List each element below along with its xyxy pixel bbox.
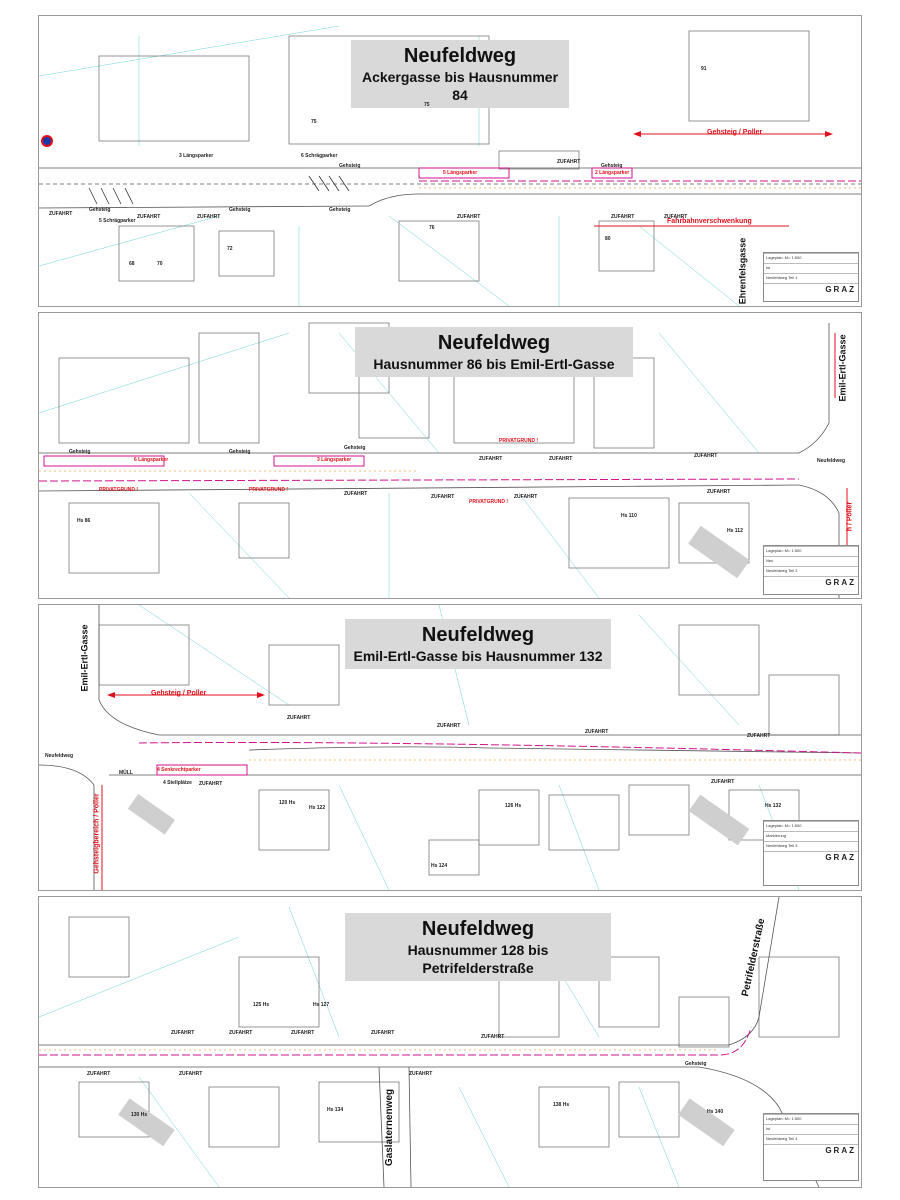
zufahrt-label: ZUFAHRT (431, 494, 455, 500)
legend-title: Neufeldweg Teil 1 (764, 273, 858, 283)
house-number-124: Hs 124 (431, 863, 448, 869)
legend-box-3 (763, 820, 859, 886)
house-number-75: 75 (311, 119, 317, 125)
legend-box-2 (763, 545, 859, 595)
neufeldweg-label: Neufeldweg (45, 753, 74, 759)
zufahrt-label: ZUFAHRT (49, 211, 73, 217)
laengsparker-2-label: 2 Längsparker (595, 170, 630, 176)
plan-sheet-4 (38, 896, 862, 1188)
legend-row-ist: Ist (764, 263, 858, 273)
zufahrt-label: ZUFAHRT (585, 729, 609, 735)
house-number-120: 120 Hs (279, 800, 296, 806)
neufeldweg-label: Neufeldweg (817, 458, 846, 464)
gehsteigbereich-poller-label: Gehsteigbereich / Poller (93, 793, 101, 874)
graz-logo: GRAZ (764, 1144, 858, 1159)
legend-row-markierung: Markierung (764, 831, 858, 841)
zufahrt-label: ZUFAHRT (557, 159, 581, 165)
stellplaetze-4-label: 4 Stellplätze (163, 780, 192, 786)
zufahrt-label: ZUFAHRT (371, 1030, 395, 1036)
emil-ertl-gasse-label: Emil-Ertl-Gasse (79, 624, 90, 692)
laengsparker-3-label: 3 Längsparker (317, 457, 352, 463)
legend-box-1 (763, 252, 859, 302)
privatgrund-label: PRIVATGRUND ! (499, 438, 538, 444)
gehsteig-label: Gehsteig (344, 445, 366, 451)
laengsparker-5-label: 5 Längsparker (443, 170, 478, 176)
house-number-72: 72 (227, 246, 233, 252)
gehsteig-label: Gehsteig (339, 163, 361, 169)
plan-sheet-3 (38, 604, 862, 891)
gehsteig-poller-label: Gehsteig / Poller (707, 129, 763, 136)
plan-sheet-2 (38, 312, 862, 599)
ehrenfelsgasse-label: Ehrenfelsgasse (737, 237, 748, 305)
senkrechtparker-4-label: 4 Senkrechtparker (157, 767, 201, 773)
schraegparker-5-label: 5 Schrägparker (99, 218, 136, 224)
zufahrt-label: ZUFAHRT (87, 1071, 111, 1077)
legend-scale: Lageplan: M= 1:500 (764, 821, 858, 831)
graz-logo: GRAZ (764, 576, 858, 591)
legend-scale: Lageplan: M= 1:500 (764, 253, 858, 263)
zufahrt-label: ZUFAHRT (179, 1071, 203, 1077)
legend-title: Neufeldweg Teil 3 (764, 841, 858, 851)
sheet-2-title-box (355, 327, 633, 377)
house-number-80: 80 (605, 236, 611, 242)
zufahrt-label: ZUFAHRT (197, 214, 221, 220)
zufahrt-label: ZUFAHRT (707, 489, 731, 495)
sheet-4-title-box (345, 913, 611, 981)
zufahrt-label: ZUFAHRT (137, 214, 161, 220)
privatgrund-label: PRIVATGRUND ! (99, 487, 138, 493)
sheet-3-subtitle: Emil-Ertl-Gasse bis Hausnummer 132 (353, 648, 603, 664)
zufahrt-label: ZUFAHRT (199, 781, 223, 787)
house-number-91: 91 (701, 66, 707, 72)
petrifelderstrasse-label: Petrifelderstraße (740, 917, 768, 998)
gehsteig-label: Gehsteig (89, 207, 111, 213)
sheet-3-title-box (345, 619, 611, 669)
gehsteig-label: Gehsteig (685, 1061, 707, 1067)
legend-scale: Lageplan: M= 1:500 (764, 546, 858, 556)
gaslaternenweg-label: Gaslaternenweg (384, 1088, 396, 1167)
gehsteig-poller-label: Gehsteig / Poller (151, 690, 207, 697)
legend-row-neu: Neu (764, 556, 858, 566)
sheet-4-subtitle: Hausnummer 128 bis Petrifelderstraße (407, 942, 549, 976)
house-number-132: Hs 132 (765, 803, 782, 809)
house-number-86: Hs 86 (77, 518, 91, 524)
sheet-1-title: Neufeldweg (403, 45, 517, 67)
house-number-130: 130 Hs (131, 1112, 148, 1118)
sheet-1-subtitle: Ackergasse bis Hausnummer 84 (361, 69, 559, 103)
legend-title: Neufeldweg Teil 2 (764, 566, 858, 576)
legend-row-ist: Ist (764, 1124, 858, 1134)
zufahrt-label: ZUFAHRT (694, 453, 718, 459)
house-number-125: 125 Hs (253, 1002, 270, 1008)
fahrbahnverschwenkung-label: Fahrbahnverschwenkung (667, 218, 752, 225)
graz-logo: GRAZ (764, 851, 858, 866)
sheet-1-title-box (351, 40, 569, 108)
privatgrund-label: PRIVATGRUND ! (469, 499, 508, 505)
gehsteig-label: Gehsteig (229, 207, 251, 213)
privatgrund-label: PRIVATGRUND ! (249, 487, 288, 493)
house-number-75: 75 (424, 102, 430, 108)
sheet-2-title: Neufeldweg (437, 332, 551, 354)
sheet-4-title: Neufeldweg (421, 918, 535, 940)
muell-label: MÜLL (119, 770, 133, 776)
zufahrt-label: ZUFAHRT (514, 494, 538, 500)
house-number-76: 76 (429, 225, 435, 231)
zufahrt-label: ZUFAHRT (287, 715, 311, 721)
house-number-122: Hs 122 (309, 805, 326, 811)
house-number-112: Hs 112 (727, 528, 743, 534)
gehsteig-label: Gehsteig (69, 449, 91, 455)
house-number-140: Hs 140 (707, 1109, 724, 1115)
house-number-134: Hs 134 (327, 1107, 344, 1113)
gehsteig-label: Gehsteig (329, 207, 351, 213)
zufahrt-label: ZUFAHRT (549, 456, 573, 462)
zufahrt-label: ZUFAHRT (229, 1030, 253, 1036)
emil-ertl-gasse-label: Emil-Ertl-Gasse (837, 334, 848, 402)
laengsparker-6-label: 6 Längsparker (134, 457, 169, 463)
house-number-68: 68 (129, 261, 135, 267)
zufahrt-label: ZUFAHRT (481, 1034, 505, 1040)
legend-box-4 (763, 1113, 859, 1181)
zufahrt-label: ZUFAHRT (664, 214, 688, 220)
house-number-138: 138 Hs (553, 1102, 570, 1108)
house-number-110: Hs 110 (621, 513, 637, 519)
zufahrt-label: ZUFAHRT (747, 733, 771, 739)
zufahrt-label: ZUFAHRT (711, 779, 735, 785)
legend-title: Neufeldweg Teil 4 (764, 1134, 858, 1144)
schraegparker-6-label: 6 Schrägparker (301, 153, 338, 159)
laengsparker-3-label: 3 Längsparker (179, 153, 214, 159)
zufahrt-label: ZUFAHRT (479, 456, 503, 462)
sheet-3-title: Neufeldweg (421, 624, 535, 646)
sheet-2-subtitle: Hausnummer 86 bis Emil-Ertl-Gasse (373, 356, 615, 372)
zufahrt-label: ZUFAHRT (409, 1071, 433, 1077)
plan-sheet-1 (38, 15, 862, 307)
house-number-126: 126 Hs (505, 803, 522, 809)
house-number-127: Hs 127 (313, 1002, 330, 1008)
zufahrt-label: ZUFAHRT (611, 214, 635, 220)
zufahrt-label: ZUFAHRT (457, 214, 481, 220)
gehsteig-label: Gehsteig (229, 449, 251, 455)
graz-logo: GRAZ (764, 283, 858, 298)
house-number-70: 70 (157, 261, 163, 267)
poller-label: h / Poller (846, 501, 854, 532)
zufahrt-label: ZUFAHRT (171, 1030, 195, 1036)
legend-scale: Lageplan: M= 1:500 (764, 1114, 858, 1124)
gehsteig-label: Gehsteig (601, 163, 623, 169)
zufahrt-label: ZUFAHRT (344, 491, 368, 497)
zufahrt-label: ZUFAHRT (437, 723, 461, 729)
zufahrt-label: ZUFAHRT (291, 1030, 315, 1036)
